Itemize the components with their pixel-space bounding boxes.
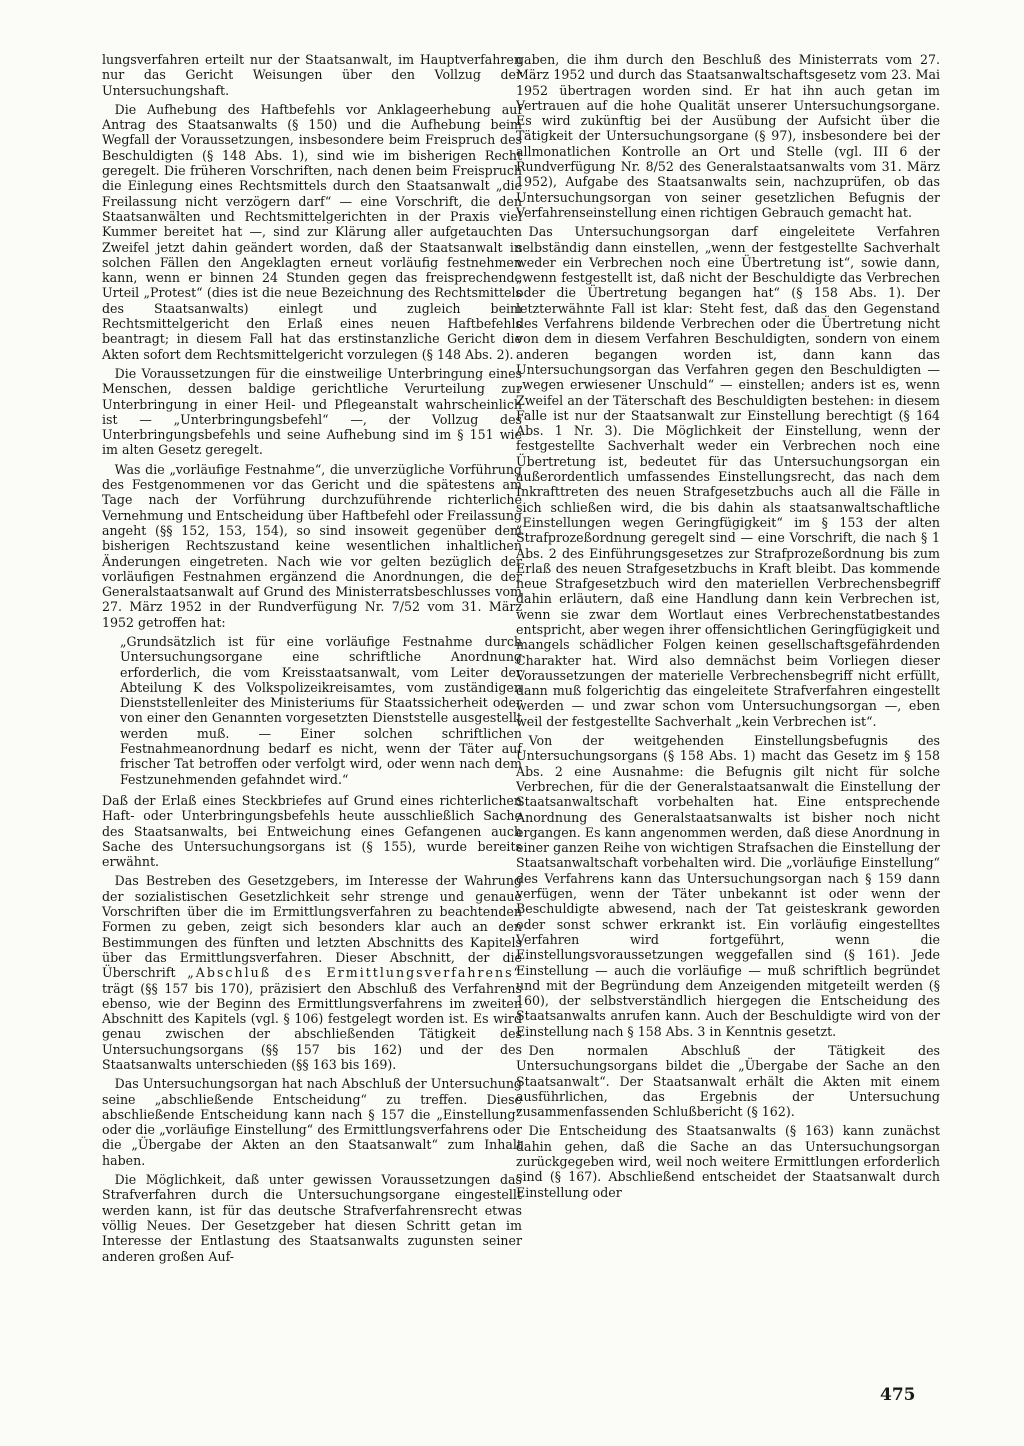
paragraph: gaben, die ihm durch den Beschluß des Ministerrats vom 27. März 1952 und durch das Staatsanwaltschaftsgesetz vom 23. Mai 1952 übertragen worden sind. Er hat ihn auch getan im Vertrauen auf die hohe Qualität unserer Untersuchungsorgane. Es wird zukünftig bei der Ausübung der Aufsicht über die Tätigkeit der Untersuchungsorgane (§ 97), insbesondere bei der allmonatlichen Kontrolle an Ort und Stelle (vgl. III 6 der Rundverfügung Nr. 8/52 des Generalstaatsanwalts vom 31. März 1952), Aufgabe des Staatsanwalts sein, nachzuprüfen, ob das Untersuchungsorgan von seiner gesetzlichen Befugnis der Verfahrenseinstellung einen richtigen Gebrauch gemacht hat. (516, 52, 940, 220)
paragraph: Von der weitgehenden Einstellungsbefugnis des Untersuchungsorgans (§ 158 Abs. 1) macht das Gesetz im § 158 Abs. 2 eine Ausnahme: die Befugnis gilt nicht für solche Verbrechen, für die der Generalstaatsanwalt die Einstellung der Staatsanwaltschaft vorbehalten hat. Eine entsprechende Anordnung des Generalstaatsanwalts ist bisher noch nicht ergangen. Es kann angenommen werden, daß diese Anordnung in einer ganzen Reihe von wichtigen Strafsachen die Einstellung der Staatsanwaltschaft vorbehalten wird. Die „vorläufige Einstellung“ des Verfahrens kann das Untersuchungsorgan nach § 159 dann verfügen, wenn der Täter unbekannt ist oder wenn der Beschuldigte abwesend, nach der Tat geisteskrank geworden oder sonst schwer erkrankt ist. Ein vorläufig eingestelltes Verfahren wird fortgeführt, wenn die Einstellungsvoraussetzungen weggefallen sind (§ 161). Jede Einstellung — auch die vorläufige — muß schriftlich begründet und mit der Begründung dem Anzeigenden mitgeteilt werden (§ 160), der selbstverständlich hiergegen die Entscheidung des Staatsanwalts anrufen kann. Auch der Beschuldigte wird von der Einstellung nach § 158 Abs. 3 in Kenntnis gesetzt. (516, 733, 940, 1039)
paragraph-text: trägt (§§ 157 bis 170), präzisiert den Abschluß des Verfahrens ebenso, wie der Beginn des Ermittlungsverfahrens im zweiten Abschnitt des Kapitels (vgl. § 106) festgelegt worden ist. Es wird genau zwischen der abschließenden Tätigkeit des Untersuchungsorgans (§§ 157 bis 162) und der des Staatsanwalts unterschieden (§§ 163 bis 169). (102, 980, 522, 1072)
section-heading-spaced: „Abschluß des Ermittlungsverfahrens“ (187, 965, 522, 981)
paragraph-text: Das Bestreben des Gesetzgebers, im Interesse der Wahrung der sozialistischen Gesetzlichkeit sehr strenge und genaue Vorschriften über die im Ermittlungsverfahren zu beachtenden Formen zu geben, zeigt sich besonders klar auch an den Bestimmungen des fünften und letzten Abschnitts des Kapitels über das Ermittlungsverfahren. Dieser Abschnitt, der die Überschrift (102, 873, 522, 981)
paragraph: Den normalen Abschluß der Tätigkeit des Untersuchungsorgans bildet die „Übergabe der Sache an den Staatsanwalt“. Der Staatsanwalt erhält die Akten mit einem ausführlichen, das Ergebnis der Untersuchung zusammenfassenden Schlußbericht (§ 162). (516, 1043, 940, 1120)
block-quote (120, 634, 522, 787)
paragraph: Die Aufhebung des Haftbefehls vor Anklageerhebung auf Antrag des Staatsanwalts (§ 150) und die Aufhebung beim Wegfall der Voraussetzungen, insbesondere beim Freispruch des Beschuldigten (§ 148 Abs. 1), sind wie im bisherigen Recht geregelt. Die früheren Vorschriften, nach denen beim Freispruch die Einlegung eines Rechtsmittels durch den Staatsanwalt „die Freilassung nicht verzögern darf“ — eine Vorschrift, die den Staatsanwälten und Rechtsmittelgerichten in der Praxis viel Kummer bereitet hat —, sind zur Klärung aller aufgetauchten Zweifel jetzt dahin geändert worden, daß der Staatsanwalt in solchen Fällen den Angeklagten erneut vorläufig festnehmen kann, wenn er binnen 24 Stunden gegen das freisprechende Urteil „Protest“ (dies ist die neue Bezeichnung des Rechtsmittels des Staatsanwalts) einlegt und zugleich beim Rechtsmittelgericht den Erlaß eines neuen Haftbefehls beantragt; in diesem Fall hat das erstinstanzliche Gericht die Akten sofort dem Rechtsmittelgericht vorzulegen (§ 148 Abs. 2). (102, 101, 522, 362)
quote-text: „Grundsätzlich ist für eine vorläufige Festnahme durch Untersuchungsorgane eine schriftliche Anordnung erforderlich, die vom Kreisstaatsanwalt, vom Leiter der Abteilung K des Volkspolizeikreisamtes, vom zuständigen Dienststellenleiter des Ministeriums für Staatssicherheit oder von einer den Genannten vorgesetzten Dienststelle ausgestellt werden muß. — Einer solchen schriftlichen Festnahmeanordnung bedarf es nicht, wenn der Täter auf frischer Tat betroffen oder verfolgt wird, oder wenn nach dem Festzunehmenden gefahndet wird.“ (120, 633, 522, 787)
paragraph: Daß der Erlaß eines Steckbriefes auf Grund eines richterlichen Haft- oder Unterbringungsbefehls heute ausschließlich Sache des Staatsanwalts, bei Entweichung eines Gefangenen auch Sache des Untersuchungsorgans ist (§ 155), wurde bereits erwähnt. (102, 792, 522, 870)
paragraph: Die Möglichkeit, daß unter gewissen Voraussetzungen das Strafverfahren durch die Untersuchungsorgane eingestellt werden kann, ist für das deutsche Strafverfahrensrecht etwas völlig Neues. Der Gesetzgeber hat diesen Schritt getan im Interesse der Entlastung des Staatsanwalts zugunsten seiner anderen großen Auf- (102, 1172, 522, 1264)
right-column (516, 52, 940, 1204)
paragraph (102, 873, 522, 1072)
paragraph: Was die „vorläufige Festnahme“, die unverzügliche Vorführung des Festgenommenen vor das Gericht und die spätestens am Tage nach der Vorführung durchzuführende richterliche Vernehmung und Entscheidung über Haftbefehl oder Freilassung angeht (§§ 152, 153, 154), so sind insoweit gegenüber dem bisherigen Rechtszustand keine wesentlichen inhaltlichen Änderungen eingetreten. Nach wie vor gelten bezüglich der vorläufigen Festnahmen ergänzend die Anordnungen, die der Generalstaatsanwalt auf Grund des Ministerratsbeschlusses vom 27. März 1952 in der Rundverfügung Nr. 7/52 vom 31. März 1952 getroffen hat: (102, 461, 522, 630)
paragraph: Das Untersuchungsorgan hat nach Abschluß der Untersuchung seine „abschließende Entscheidung“ zu treffen. Diese abschließende Entscheidung kann nach § 157 die „Einstellung“ oder die „vorläufige Einstellung“ des Ermittlungsverfahrens oder die „Übergabe der Akten an den Staatsanwalt“ zum Inhalt haben. (102, 1076, 522, 1168)
left-column (102, 52, 522, 1268)
paragraph: lungsverfahren erteilt nur der Staatsanwalt, im Hauptverfahren nur das Gericht Weisungen über den Vollzug der Untersuchungshaft. (102, 52, 522, 98)
paragraph: Das Untersuchungsorgan darf eingeleitete Verfahren selbständig dann einstellen, „wenn der festgestellte Sachverhalt weder ein Verbrechen noch eine Übertretung ist“, sowie dann, „wenn festgestellt ist, daß nicht der Beschuldigte das Verbrechen oder die Übertretung begangen hat“ (§ 158 Abs. 1). Der letzterwähnte Fall ist klar: Steht fest, daß das den Gegenstand des Verfahrens bildende Verbrechen oder die Übertretung nicht von dem in diesem Verfahren Beschuldigten, sondern von einem anderen begangen worden ist, dann kann das Untersuchungsorgan das Verfahren gegen den Beschuldigten — „wegen erwiesener Unschuld“ — einstellen; anders ist es, wenn Zweifel an der Täterschaft des Beschuldigten bestehen: in diesem Falle ist nur der Staatsanwalt zur Einstellung berechtigt (§ 164 Abs. 1 Nr. 3). Die Möglichkeit der Einstellung, wenn der festgestellte Sachverhalt weder ein Verbrechen noch eine Übertretung ist, bedeutet für das Untersuchungsorgan ein außerordentlich umfassendes Einstellungsrecht, das nach dem Inkrafttreten des neuen Strafgesetzbuchs auch all die Fälle in sich schließen wird, die bis dahin als staatsanwaltschaftliche „Einstellungen wegen Geringfügigkeit“ im § 153 der alten Strafprozeßordnung geregelt sind — eine Vorschrift, die nach § 1 Abs. 2 des Einführungsgesetzes zur Strafprozeßordnung bis zum Erlaß des neuen Strafgesetzbuchs in Kraft bleibt. Das kommende neue Strafgesetzbuch wird den materiellen Verbrechensbegriff dahin erläutern, daß eine Handlung dann kein Verbrechen ist, wenn sie zwar dem Wortlaut eines Verbrechenstatbestandes entspricht, aber wegen ihrer offensichtlichen Geringfügigkeit und mangels schädlicher Folgen keinen gesellschaftsgefährdenden Charakter hat. Wird also demnächst beim Vorliegen dieser Voraussetzungen der materielle Verbrechensbegriff nicht erfüllt, dann muß folgerichtig das eingeleitete Strafverfahren eingestellt werden — und zwar schon vom Untersuchungsorgan —, eben weil der festgestellte Sachverhalt „kein Verbrechen ist“. (516, 224, 940, 729)
page-number: 475 (880, 1385, 916, 1405)
paragraph: Die Voraussetzungen für die einstweilige Unterbringung eines Menschen, dessen baldige gerichtliche Verurteilung zur Unterbringung in einer Heil- und Pflegeanstalt wahrscheinlich ist — „Unterbringungsbefehl“ —, der Vollzug des Unterbringungsbefehls und seine Aufhebung sind im § 151 wie im alten Gesetz geregelt. (102, 365, 522, 458)
paragraph: Die Entscheidung des Staatsanwalts (§ 163) kann zunächst dahin gehen, daß die Sache an das Untersuchungsorgan zurückgegeben wird, weil noch weitere Ermittlungen erforderlich sind (§ 167). Abschließend entscheidet der Staatsanwalt durch Einstellung oder (516, 1123, 940, 1200)
